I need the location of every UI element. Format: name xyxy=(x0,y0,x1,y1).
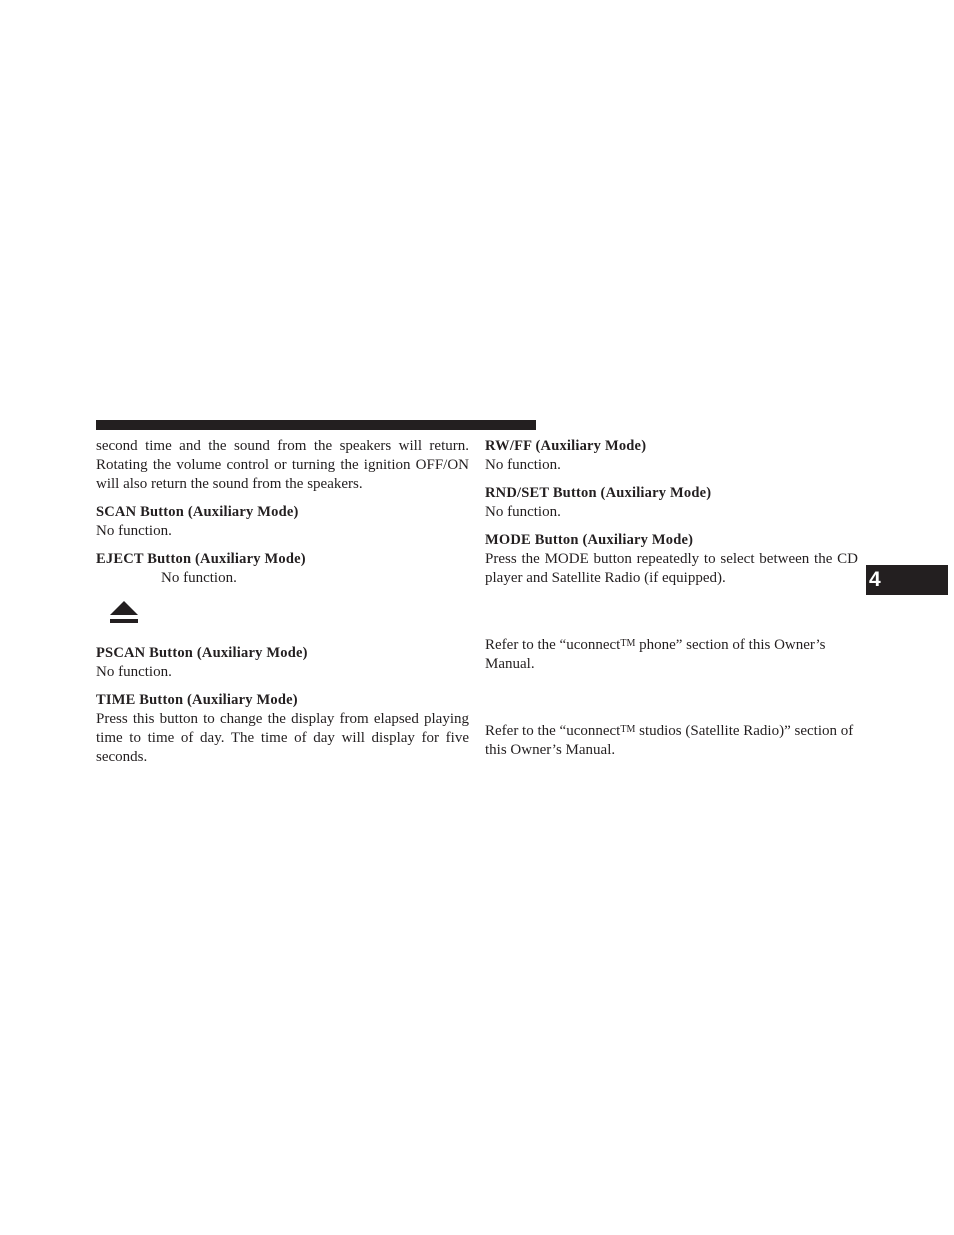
left-column xyxy=(96,437,469,767)
time-heading: TIME Button (Auxiliary Mode) xyxy=(96,692,298,708)
rwff-body: No function. xyxy=(485,457,561,473)
rnd-set-heading: RND/SET Button (Auxiliary Mode) xyxy=(485,485,712,501)
mode-heading: MODE Button (Auxiliary Mode) xyxy=(485,532,694,548)
eject-row xyxy=(96,569,469,644)
chapter-tab: 4 xyxy=(866,565,948,595)
section-rule xyxy=(96,420,536,430)
uconnect-studios-reference: Refer to the “uconnect™ studios (Satellite Radio)” section of this Owner’s Manual. xyxy=(485,723,854,758)
eject-icon xyxy=(110,601,138,625)
intro-paragraph: second time and the sound from the speakers will return. Rotating the volume control or turning the ignition OFF/ON will also return the sound from the speakers. xyxy=(96,438,469,492)
rnd-set-body: No function. xyxy=(485,504,561,520)
eject-body: No function. xyxy=(161,570,237,586)
mode-body: Press the MODE button repeatedly to select between the CD player and Satellite Radio (if equipped). xyxy=(485,551,858,586)
scan-body: No function. xyxy=(96,523,172,539)
rwff-heading: RW/FF (Auxiliary Mode) xyxy=(485,438,647,454)
time-body: Press this button to change the display from elapsed playing time to time of day. The time of day will display for five seconds. xyxy=(96,711,469,765)
uconnect-phone-reference: Refer to the “uconnect™ phone” section of this Owner’s Manual. xyxy=(485,637,826,672)
pscan-body: No function. xyxy=(96,664,172,680)
right-column xyxy=(485,437,858,760)
pscan-heading: PSCAN Button (Auxiliary Mode) xyxy=(96,645,308,661)
eject-heading: EJECT Button (Auxiliary Mode) xyxy=(96,551,306,567)
scan-heading: SCAN Button (Auxiliary Mode) xyxy=(96,504,299,520)
